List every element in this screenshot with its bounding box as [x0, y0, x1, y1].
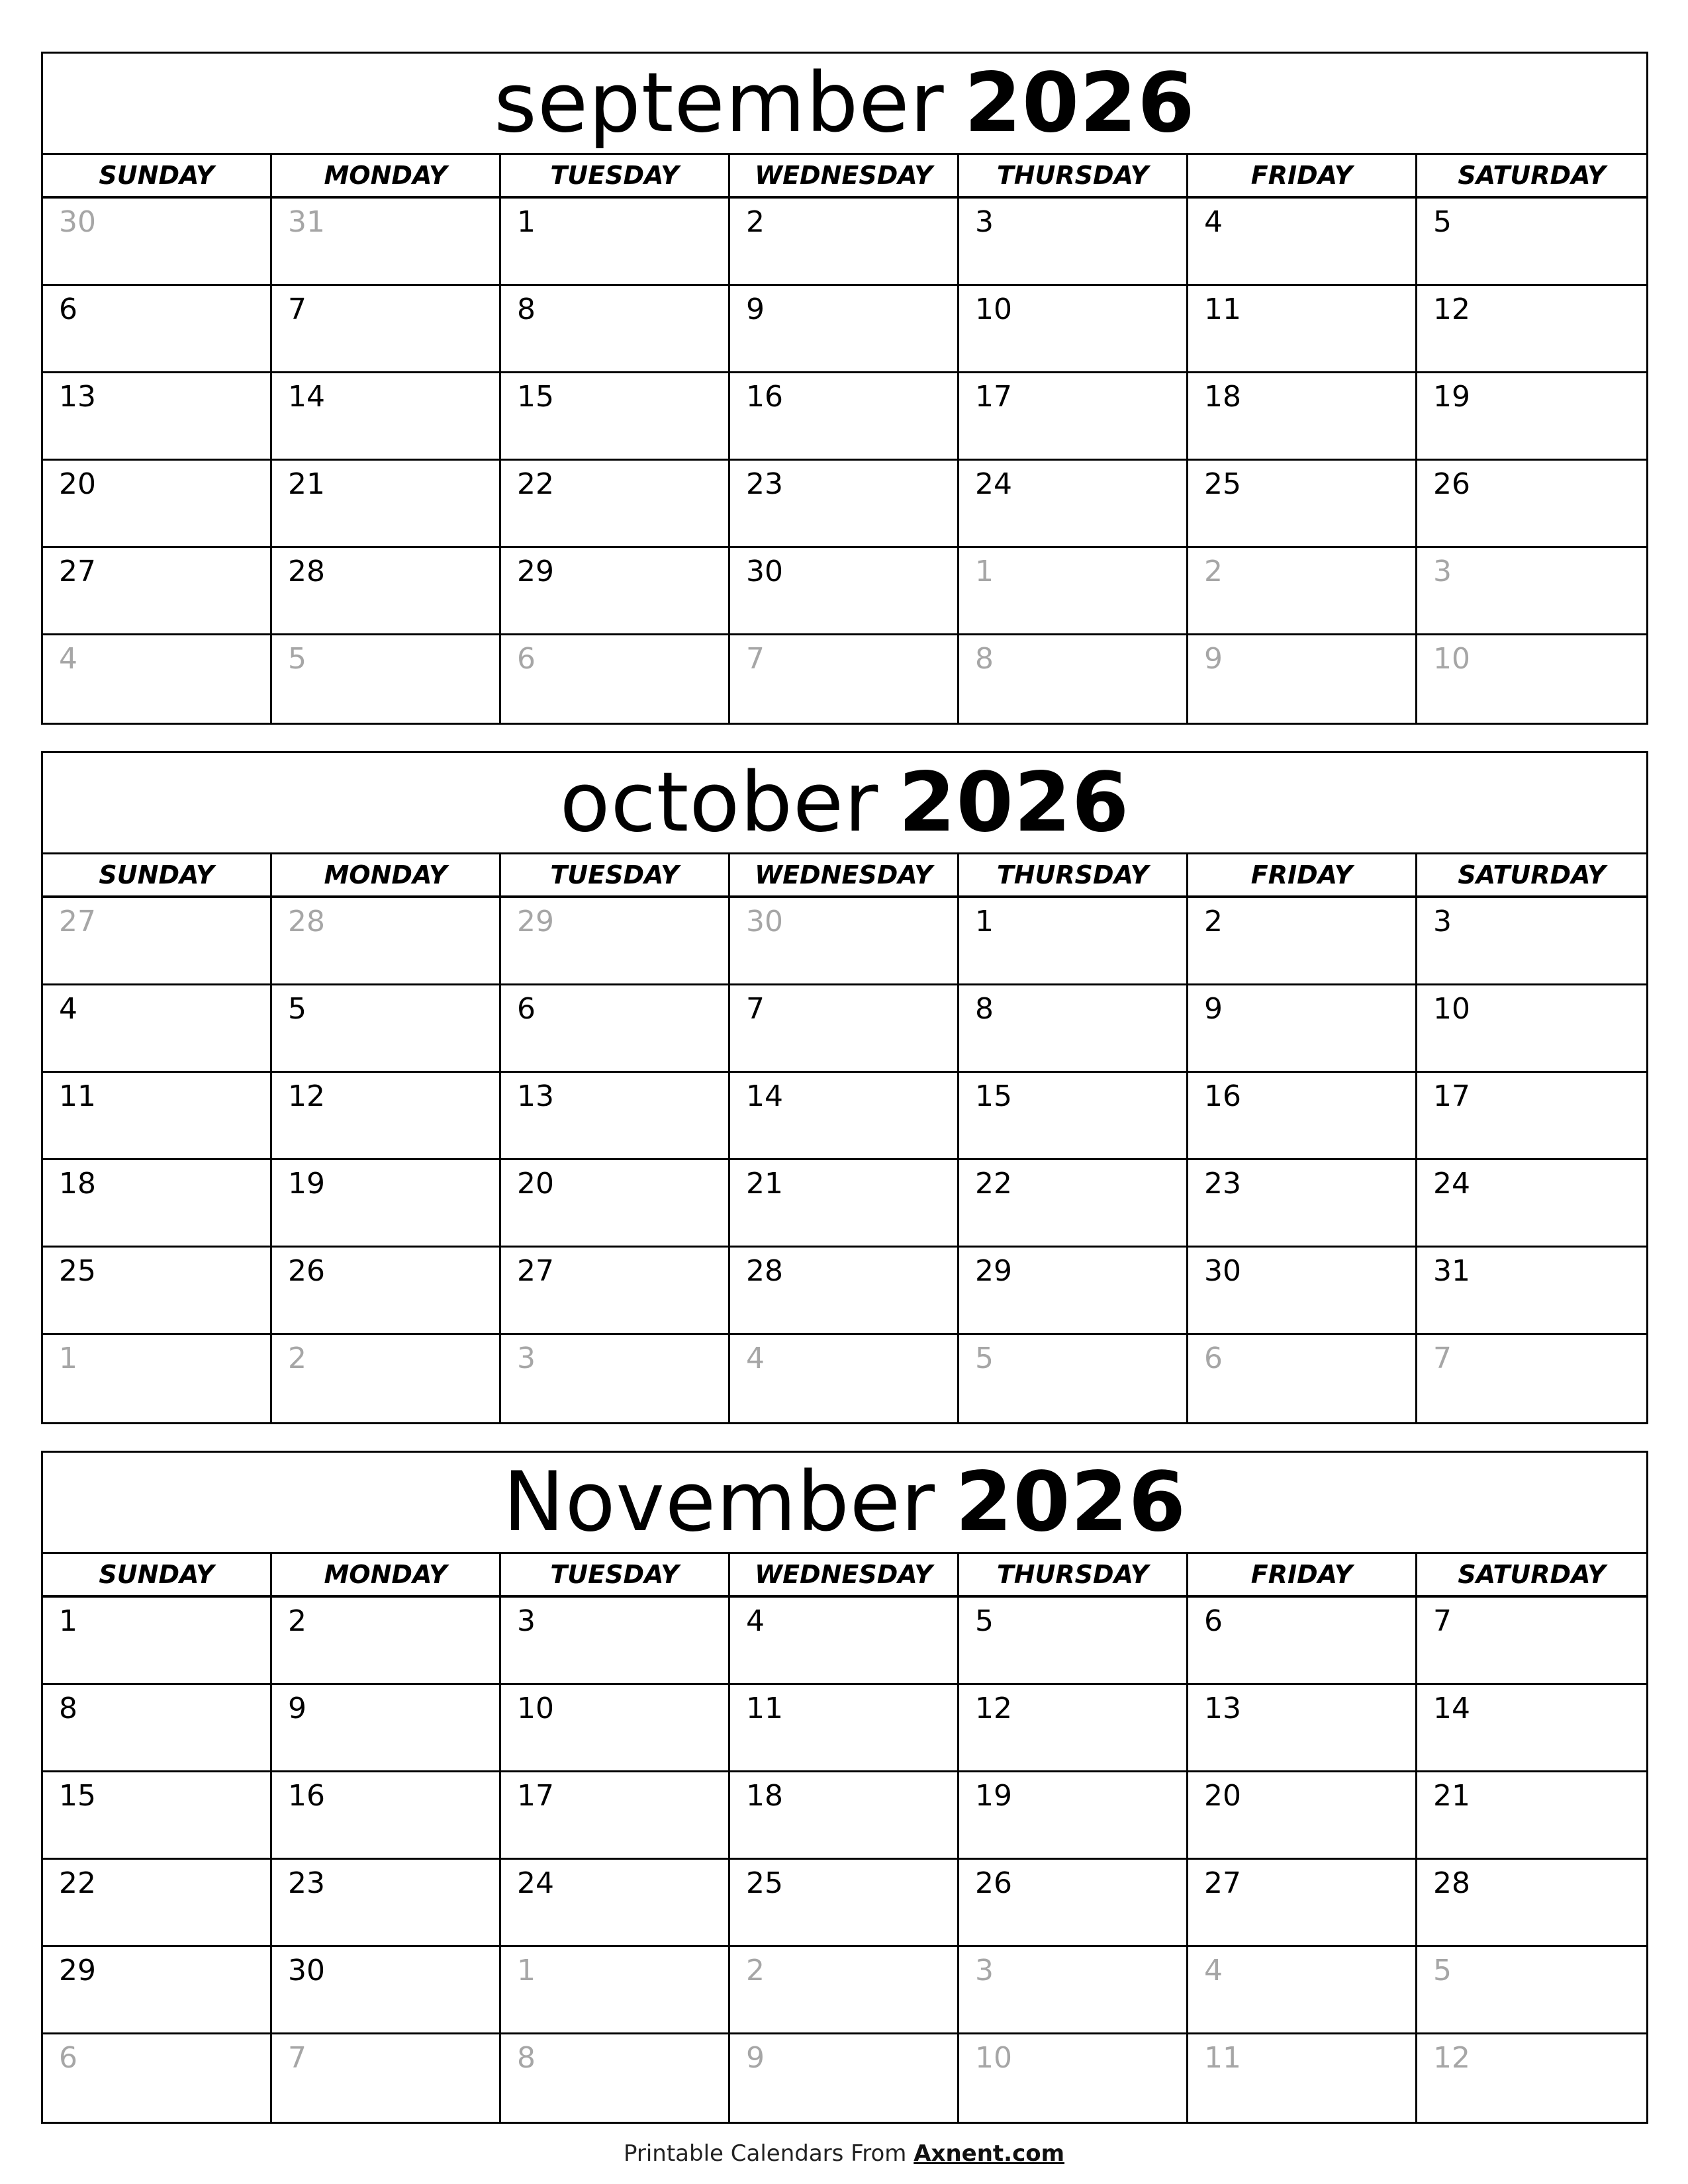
- day-cell-adjacent-month: 4: [730, 1335, 959, 1422]
- day-cell: 14: [730, 1073, 959, 1160]
- day-cell: 16: [1188, 1073, 1417, 1160]
- day-cell-adjacent-month: 30: [730, 898, 959, 985]
- month-name: september: [494, 56, 945, 151]
- day-cell-adjacent-month: 10: [1433, 642, 1470, 676]
- weekday-label-thursday: THURSDAY: [959, 155, 1188, 196]
- day-cell: 7: [272, 286, 501, 373]
- day-cell-adjacent-month: 1: [43, 1335, 272, 1422]
- weekday-label-friday: FRIDAY: [1188, 1554, 1417, 1595]
- day-cell: 29: [959, 1248, 1188, 1335]
- day-cell: 31: [1417, 1248, 1646, 1335]
- day-cell-adjacent-month: 27: [43, 898, 272, 985]
- day-cell: 21: [730, 1160, 959, 1248]
- weekday-label-wednesday: WEDNESDAY: [730, 854, 959, 895]
- day-cell: 6: [43, 286, 272, 373]
- footer-text: Printable Calendars From: [623, 2140, 914, 2167]
- day-cell: 21: [1417, 1772, 1646, 1860]
- day-cell: 20: [43, 461, 272, 548]
- day-cell: 9: [730, 286, 959, 373]
- day-cell: 11: [43, 1073, 272, 1160]
- day-cell: 28: [272, 548, 501, 635]
- day-cell: 23: [1188, 1160, 1417, 1248]
- day-cell: 25: [43, 1248, 272, 1335]
- day-cell: 27: [43, 548, 272, 635]
- day-cell: 9: [272, 1685, 501, 1772]
- day-cell: 22: [959, 1160, 1188, 1248]
- day-cell-adjacent-month: 28: [272, 898, 501, 985]
- month-block-october: [41, 751, 1648, 1424]
- day-cell: 3: [959, 199, 1188, 286]
- weekday-label-sunday: SUNDAY: [43, 1554, 272, 1595]
- day-cell: 26: [272, 1248, 501, 1335]
- day-cell: 8: [959, 985, 1188, 1073]
- month-name: october: [559, 755, 879, 850]
- day-cell: 20: [1188, 1772, 1417, 1860]
- month-block-september: [41, 52, 1648, 725]
- day-cell: 14: [272, 373, 501, 461]
- day-cell: 3: [1417, 898, 1646, 985]
- day-cell: 23: [730, 461, 959, 548]
- weekday-label-friday: FRIDAY: [1188, 155, 1417, 196]
- day-cell: 13: [501, 1073, 730, 1160]
- day-cell: 27: [501, 1248, 730, 1335]
- day-cell-adjacent-month: 5: [272, 635, 501, 723]
- weekday-label-tuesday: TUESDAY: [501, 1554, 730, 1595]
- weekday-header: [43, 854, 1646, 898]
- day-cell: 3: [501, 1598, 730, 1685]
- day-cell: 2: [272, 1598, 501, 1685]
- weekday-label-monday: MONDAY: [272, 155, 501, 196]
- day-cell: 10: [959, 286, 1188, 373]
- day-cell: 4: [43, 985, 272, 1073]
- weekday-label-thursday: THURSDAY: [959, 854, 1188, 895]
- day-cell: 4: [1188, 199, 1417, 286]
- day-cell: 29: [501, 548, 730, 635]
- weekday-label-tuesday: TUESDAY: [501, 155, 730, 196]
- day-cell: 8: [501, 286, 730, 373]
- weekday-header: [43, 155, 1646, 199]
- day-cell-adjacent-month: 30: [43, 199, 272, 286]
- month-year: 2026: [964, 56, 1196, 151]
- day-cell: 19: [272, 1160, 501, 1248]
- month-year: 2026: [955, 1455, 1187, 1550]
- day-cell: 8: [43, 1685, 272, 1772]
- month-year: 2026: [898, 755, 1130, 850]
- day-cell: 1: [959, 898, 1188, 985]
- day-cell: 15: [43, 1772, 272, 1860]
- weekday-label-tuesday: TUESDAY: [501, 854, 730, 895]
- day-cell-adjacent-month: 3: [1417, 548, 1646, 635]
- weekday-label-sunday: SUNDAY: [43, 854, 272, 895]
- day-cell: 18: [1188, 373, 1417, 461]
- day-cell: 5: [1417, 199, 1646, 286]
- day-cell: 9: [1188, 985, 1417, 1073]
- weekday-label-saturday: SATURDAY: [1458, 860, 1606, 889]
- day-cell-adjacent-month: 7: [730, 635, 959, 723]
- day-cell-adjacent-month: 1: [959, 548, 1188, 635]
- day-cell: 24: [501, 1860, 730, 1947]
- day-cell: 30: [272, 1947, 501, 2034]
- day-cell: 11: [1188, 286, 1417, 373]
- day-cell-adjacent-month: 7: [272, 2034, 501, 2122]
- day-cell: 13: [1188, 1685, 1417, 1772]
- day-cell: 23: [272, 1860, 501, 1947]
- day-cell: 25: [730, 1860, 959, 1947]
- day-cell-adjacent-month: 11: [1188, 2034, 1417, 2122]
- month-title: [43, 54, 1646, 155]
- day-cell: 24: [1417, 1160, 1646, 1248]
- weekday-label-monday: MONDAY: [272, 1554, 501, 1595]
- day-cell: 28: [1417, 1860, 1646, 1947]
- day-cell: 12: [272, 1073, 501, 1160]
- day-cell: 20: [501, 1160, 730, 1248]
- day-cell-adjacent-month: 2: [1188, 548, 1417, 635]
- weekday-label-saturday: SATURDAY: [1458, 1560, 1606, 1589]
- weekday-label-wednesday: WEDNESDAY: [730, 155, 959, 196]
- weekday-label-thursday: THURSDAY: [959, 1554, 1188, 1595]
- month-name: November: [502, 1455, 935, 1550]
- day-cell: 17: [959, 373, 1188, 461]
- day-cell: 16: [730, 373, 959, 461]
- weekday-label-friday: FRIDAY: [1188, 854, 1417, 895]
- footer-credit: [0, 2140, 1688, 2167]
- day-cell: 1: [43, 1598, 272, 1685]
- day-cell-adjacent-month: 4: [1188, 1947, 1417, 2034]
- day-cell: 4: [730, 1598, 959, 1685]
- day-cell-adjacent-month: 31: [272, 199, 501, 286]
- day-cell-adjacent-month: 6: [1188, 1335, 1417, 1422]
- day-cell-adjacent-month: 2: [730, 1947, 959, 2034]
- day-cell-adjacent-month: 6: [501, 635, 730, 723]
- day-cell: 18: [730, 1772, 959, 1860]
- day-cell-adjacent-month: 9: [730, 2034, 959, 2122]
- day-cell-adjacent-month: 29: [501, 898, 730, 985]
- day-cell: 30: [730, 548, 959, 635]
- day-cell-adjacent-month: 12: [1433, 2041, 1470, 2075]
- day-cell-adjacent-month: 10: [959, 2034, 1188, 2122]
- day-cell-adjacent-month: 7: [1433, 1342, 1452, 1375]
- day-cell: 1: [501, 199, 730, 286]
- day-cell: 24: [959, 461, 1188, 548]
- day-cell: 2: [730, 199, 959, 286]
- day-cell: 12: [959, 1685, 1188, 1772]
- day-cell: 15: [501, 373, 730, 461]
- day-cell: 13: [43, 373, 272, 461]
- day-cell: 29: [43, 1947, 272, 2034]
- day-cell: 7: [1417, 1598, 1646, 1685]
- month-block-november: [41, 1451, 1648, 2124]
- day-cell: 22: [501, 461, 730, 548]
- day-grid: [43, 898, 1646, 1422]
- day-cell: 11: [730, 1685, 959, 1772]
- day-cell-adjacent-month: 5: [959, 1335, 1188, 1422]
- day-cell-adjacent-month: 4: [43, 635, 272, 723]
- day-cell: 18: [43, 1160, 272, 1248]
- day-cell-adjacent-month: 3: [959, 1947, 1188, 2034]
- weekday-label-saturday: SATURDAY: [1458, 161, 1606, 190]
- day-cell: 17: [1417, 1073, 1646, 1160]
- day-cell: 5: [959, 1598, 1188, 1685]
- day-cell: 30: [1188, 1248, 1417, 1335]
- weekday-label-sunday: SUNDAY: [43, 155, 272, 196]
- day-cell-adjacent-month: 6: [43, 2034, 272, 2122]
- day-cell: 19: [959, 1772, 1188, 1860]
- month-title: [43, 1453, 1646, 1554]
- day-cell: 6: [501, 985, 730, 1073]
- footer-link[interactable]: Axnent.com: [914, 2140, 1065, 2167]
- day-cell: 15: [959, 1073, 1188, 1160]
- day-cell: 25: [1188, 461, 1417, 548]
- day-cell: 21: [272, 461, 501, 548]
- day-grid: [43, 199, 1646, 723]
- weekday-label-wednesday: WEDNESDAY: [730, 1554, 959, 1595]
- day-cell: 17: [501, 1772, 730, 1860]
- day-cell: 22: [43, 1860, 272, 1947]
- weekday-header: [43, 1554, 1646, 1598]
- day-cell: 10: [1417, 985, 1646, 1073]
- day-cell: 27: [1188, 1860, 1417, 1947]
- day-cell-adjacent-month: 5: [1417, 1947, 1646, 2034]
- day-cell-adjacent-month: 9: [1188, 635, 1417, 723]
- day-cell-adjacent-month: 8: [959, 635, 1188, 723]
- day-cell-adjacent-month: 1: [501, 1947, 730, 2034]
- day-cell-adjacent-month: 2: [272, 1335, 501, 1422]
- day-grid: [43, 1598, 1646, 2122]
- weekday-label-monday: MONDAY: [272, 854, 501, 895]
- day-cell: 6: [1188, 1598, 1417, 1685]
- day-cell: 7: [730, 985, 959, 1073]
- day-cell: 19: [1417, 373, 1646, 461]
- day-cell: 14: [1417, 1685, 1646, 1772]
- day-cell: 16: [272, 1772, 501, 1860]
- day-cell: 5: [272, 985, 501, 1073]
- day-cell: 10: [501, 1685, 730, 1772]
- day-cell: 12: [1417, 286, 1646, 373]
- month-title: [43, 753, 1646, 854]
- day-cell: 26: [959, 1860, 1188, 1947]
- day-cell-adjacent-month: 3: [501, 1335, 730, 1422]
- day-cell: 26: [1417, 461, 1646, 548]
- day-cell-adjacent-month: 8: [501, 2034, 730, 2122]
- day-cell: 28: [730, 1248, 959, 1335]
- day-cell: 2: [1188, 898, 1417, 985]
